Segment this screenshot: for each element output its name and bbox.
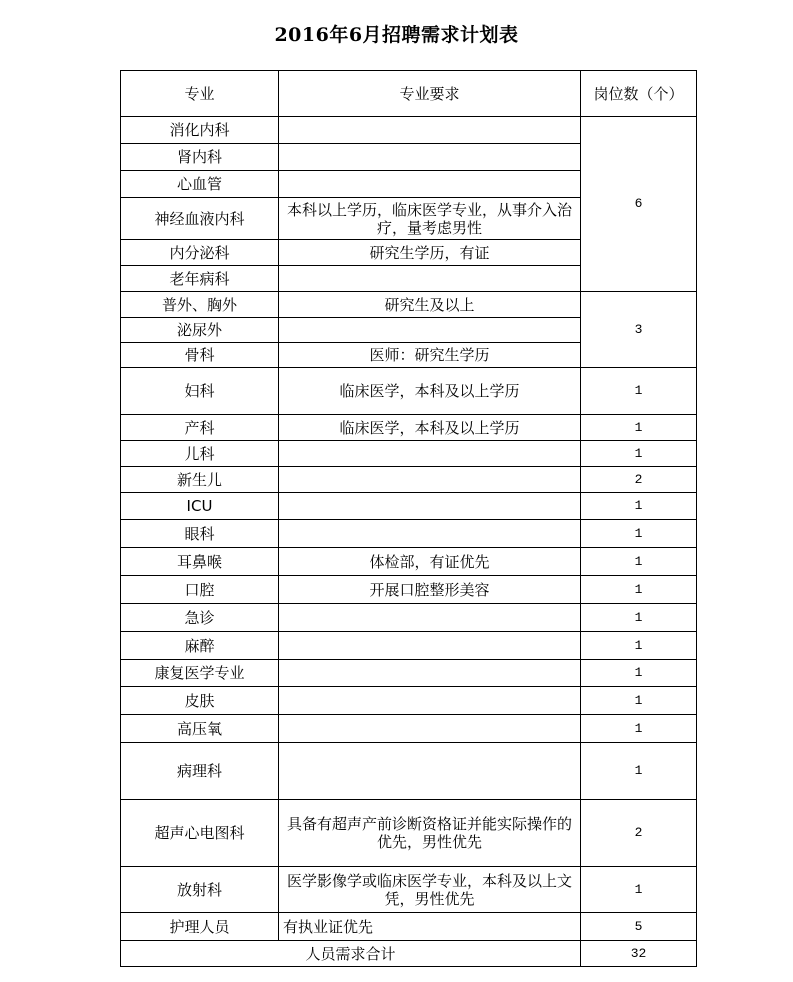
specialty-cell: 口腔	[121, 576, 279, 604]
total-label: 人员需求合计	[121, 941, 581, 967]
requirement-cell	[279, 493, 581, 520]
requirement-cell	[279, 117, 581, 144]
requirement-cell: 临床医学，本科及以上学历	[279, 415, 581, 441]
requirement-cell	[279, 660, 581, 687]
table-row	[121, 548, 697, 576]
requirement-cell	[279, 266, 581, 292]
positions-cell: 1	[581, 660, 697, 687]
table-row	[121, 467, 697, 493]
specialty-cell: 耳鼻喉	[121, 548, 279, 576]
requirement-cell	[279, 632, 581, 660]
requirement-cell: 有执业证优先	[279, 913, 581, 941]
specialty-cell: 肾内科	[121, 144, 279, 171]
requirement-cell	[279, 604, 581, 632]
table-row	[121, 493, 697, 520]
specialty-cell: 消化内科	[121, 117, 279, 144]
specialty-cell: 儿科	[121, 441, 279, 467]
table-row	[121, 632, 697, 660]
requirement-cell	[279, 467, 581, 493]
positions-cell: 1	[581, 520, 697, 548]
specialty-cell: 超声心电图科	[121, 800, 279, 867]
requirement-cell: 医师：研究生学历	[279, 343, 581, 368]
total-value: 32	[581, 941, 697, 967]
positions-cell: 1	[581, 743, 697, 800]
requirement-cell	[279, 144, 581, 171]
requirement-cell: 研究生及以上	[279, 292, 581, 318]
table-row	[121, 576, 697, 604]
table-row	[121, 415, 697, 441]
specialty-cell: 内分泌科	[121, 240, 279, 266]
specialty-cell: 新生儿	[121, 467, 279, 493]
positions-cell: 1	[581, 548, 697, 576]
requirement-cell	[279, 715, 581, 743]
table-row	[121, 660, 697, 687]
page-title: 2016年6月招聘需求计划表	[274, 24, 519, 46]
positions-cell: 1	[581, 576, 697, 604]
requirement-cell: 本科以上学历，临床医学专业，从事介入治疗，量考虑男性	[279, 198, 581, 240]
positions-cell: 5	[581, 913, 697, 941]
specialty-cell: 眼科	[121, 520, 279, 548]
specialty-cell: 康复医学专业	[121, 660, 279, 687]
specialty-cell: 妇科	[121, 368, 279, 415]
specialty-cell: 心血管	[121, 171, 279, 198]
specialty-cell: 急诊	[121, 604, 279, 632]
requirement-cell: 研究生学历，有证	[279, 240, 581, 266]
specialty-cell: 高压氧	[121, 715, 279, 743]
specialty-cell: 泌尿外	[121, 318, 279, 343]
table-row	[121, 867, 697, 913]
positions-cell: 1	[581, 493, 697, 520]
table-row	[121, 743, 697, 800]
requirement-cell	[279, 441, 581, 467]
specialty-cell: ICU	[121, 493, 279, 520]
positions-cell: 1	[581, 687, 697, 715]
requirement-cell	[279, 171, 581, 198]
positions-cell: 1	[581, 604, 697, 632]
specialty-cell: 皮肤	[121, 687, 279, 715]
table-row	[121, 520, 697, 548]
requirement-cell	[279, 318, 581, 343]
positions-cell-internal-group: 6	[581, 117, 697, 292]
positions-cell: 1	[581, 867, 697, 913]
total-row	[121, 941, 697, 967]
positions-cell: 1	[581, 415, 697, 441]
table-row	[121, 913, 697, 941]
requirement-cell: 具备有超声产前诊断资格证并能实际操作的优先，男性优先	[279, 800, 581, 867]
table-row	[121, 368, 697, 415]
table-row	[121, 687, 697, 715]
specialty-cell: 老年病科	[121, 266, 279, 292]
specialty-cell: 普外、胸外	[121, 292, 279, 318]
positions-cell: 1	[581, 441, 697, 467]
requirement-cell: 医学影像学或临床医学专业，本科及以上文凭，男性优先	[279, 867, 581, 913]
header-requirement: 专业要求	[279, 71, 581, 117]
table-row	[121, 800, 697, 867]
positions-cell: 1	[581, 632, 697, 660]
table-row	[121, 117, 697, 144]
table-row	[121, 715, 697, 743]
specialty-cell: 病理科	[121, 743, 279, 800]
specialty-cell: 产科	[121, 415, 279, 441]
requirement-cell: 开展口腔整形美容	[279, 576, 581, 604]
table-row	[121, 292, 697, 318]
recruitment-table	[120, 70, 697, 967]
header-positions: 岗位数（个）	[581, 71, 697, 117]
positions-cell: 2	[581, 800, 697, 867]
header-specialty: 专业	[121, 71, 279, 117]
positions-cell-surgery-group: 3	[581, 292, 697, 368]
table-row	[121, 604, 697, 632]
requirement-cell	[279, 687, 581, 715]
table-row	[121, 441, 697, 467]
requirement-cell	[279, 520, 581, 548]
positions-cell: 1	[581, 368, 697, 415]
requirement-cell	[279, 743, 581, 800]
requirement-cell: 临床医学，本科及以上学历	[279, 368, 581, 415]
positions-cell: 2	[581, 467, 697, 493]
specialty-cell: 麻醉	[121, 632, 279, 660]
specialty-cell: 放射科	[121, 867, 279, 913]
table-header-row	[121, 71, 697, 117]
positions-cell: 1	[581, 715, 697, 743]
specialty-cell: 护理人员	[121, 913, 279, 941]
specialty-cell: 骨科	[121, 343, 279, 368]
requirement-cell: 体检部，有证优先	[279, 548, 581, 576]
specialty-cell: 神经血液内科	[121, 198, 279, 240]
